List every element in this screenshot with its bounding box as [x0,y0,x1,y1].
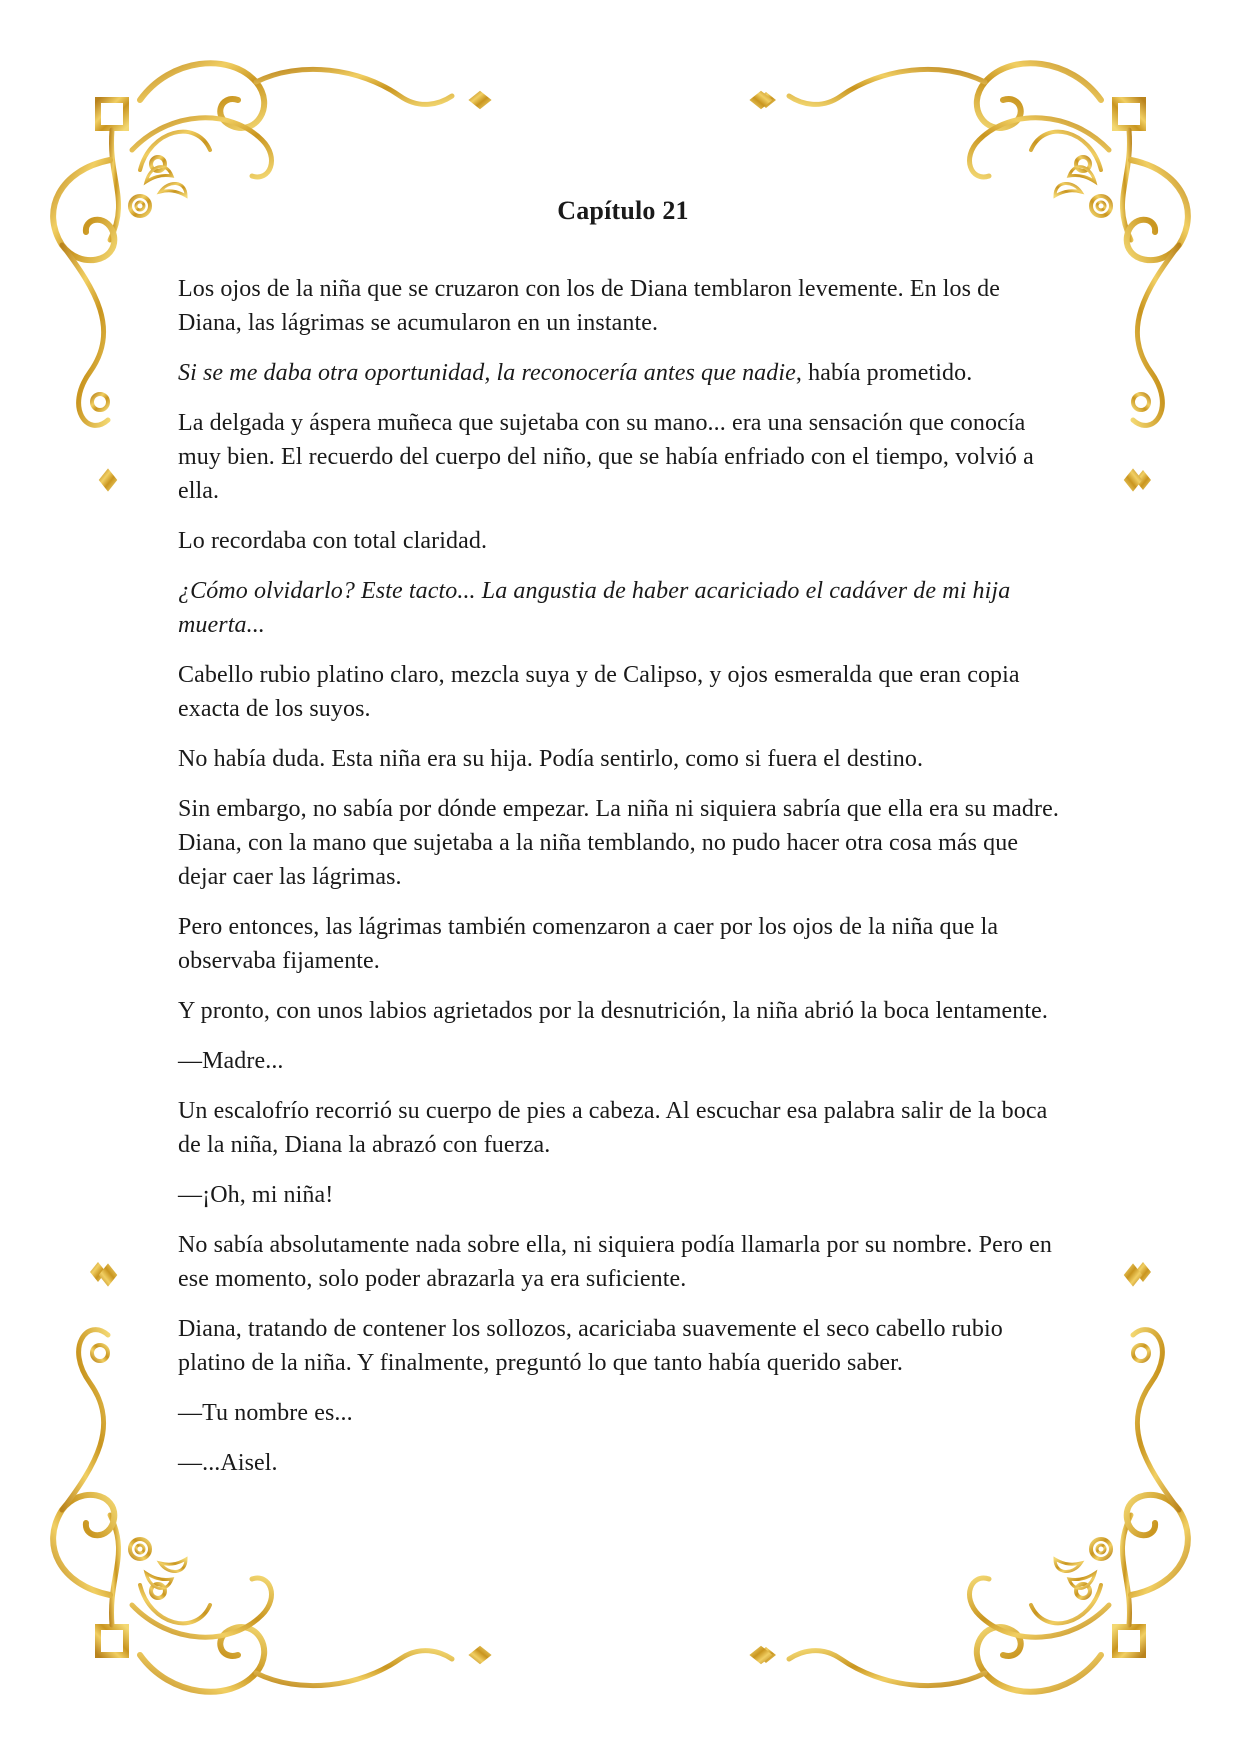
paragraph [178,1396,1068,1430]
paragraph [178,994,1068,1028]
paragraph [178,272,1068,340]
paragraph [178,658,1068,726]
chapter-body [178,272,1068,1480]
paragraph [178,406,1068,508]
paragraph-text: Los ojos de la niña que se cruzaron con los de Diana temblaron levemente. En los de Diana, las lágrimas se acumularon en un instante. [178,276,1001,336]
paragraph [178,742,1068,776]
paragraph-text: —...Aisel. [178,1450,278,1476]
paragraph-text: Y pronto, con unos labios agrietados por la desnutrición, la niña abrió la boca lentamente. [178,998,1048,1024]
paragraph-text: Sin embargo, no sabía por dónde empezar. La niña ni siquiera sabría que ella era su madre. Diana, con la mano que sujetaba a la niña temblando, no pudo hacer otra cosa más que dejar caer las lágrimas. [178,796,1059,890]
paragraph-text: Lo recordaba con total claridad. [178,528,488,554]
paragraph [178,1446,1068,1480]
paragraph-text: , había prometido. [795,360,973,386]
paragraph [178,356,1068,390]
paragraph [178,1228,1068,1296]
paragraph-italic-text: ¿Cómo olvidarlo? Este tacto... La angustia de haber acariciado el cadáver de mi hija muerta... [178,578,1011,638]
paragraph [178,1178,1068,1212]
paragraph-text: No sabía absolutamente nada sobre ella, ni siquiera podía llamarla por su nombre. Pero en ese momento, solo poder abrazarla ya era suficiente. [178,1232,1052,1292]
paragraph-text: —¡Oh, mi niña! [178,1182,334,1208]
chapter-title: Capítulo 21 [557,196,689,225]
chapter-content [178,194,1068,1496]
paragraph-text: No había duda. Esta niña era su hija. Podía sentirlo, como si fuera el destino. [178,746,924,772]
paragraph [178,910,1068,978]
paragraph-text: Un escalofrío recorrió su cuerpo de pies a cabeza. Al escuchar esa palabra salir de la boca de la niña, Diana la abrazó con fuerza. [178,1098,1048,1158]
paragraph-text: —Madre... [178,1048,284,1074]
paragraph-text: —Tu nombre es... [178,1400,353,1426]
paragraph-text: Diana, tratando de contener los sollozos, acariciaba suavemente el seco cabello rubio platino de la niña. Y finalmente, preguntó lo que tanto había querido saber. [178,1316,1003,1376]
paragraph [178,1312,1068,1380]
paragraph-text: Cabello rubio platino claro, mezcla suya y de Calipso, y ojos esmeralda que eran copia exacta de los suyos. [178,662,1020,722]
paragraph-italic-text: Si se me daba otra oportunidad, la reconocería antes que nadie [178,360,796,386]
paragraph-text: Pero entonces, las lágrimas también comenzaron a caer por los ojos de la niña que la observaba fijamente. [178,914,999,974]
paragraph [178,792,1068,894]
paragraph [178,524,1068,558]
paragraph-text: La delgada y áspera muñeca que sujetaba con su mano... era una sensación que conocía muy bien. El recuerdo del cuerpo del niño, que se había enfriado con el tiempo, volvió a ella. [178,410,1034,504]
paragraph [178,1044,1068,1078]
paragraph [178,1094,1068,1162]
paragraph [178,574,1068,642]
